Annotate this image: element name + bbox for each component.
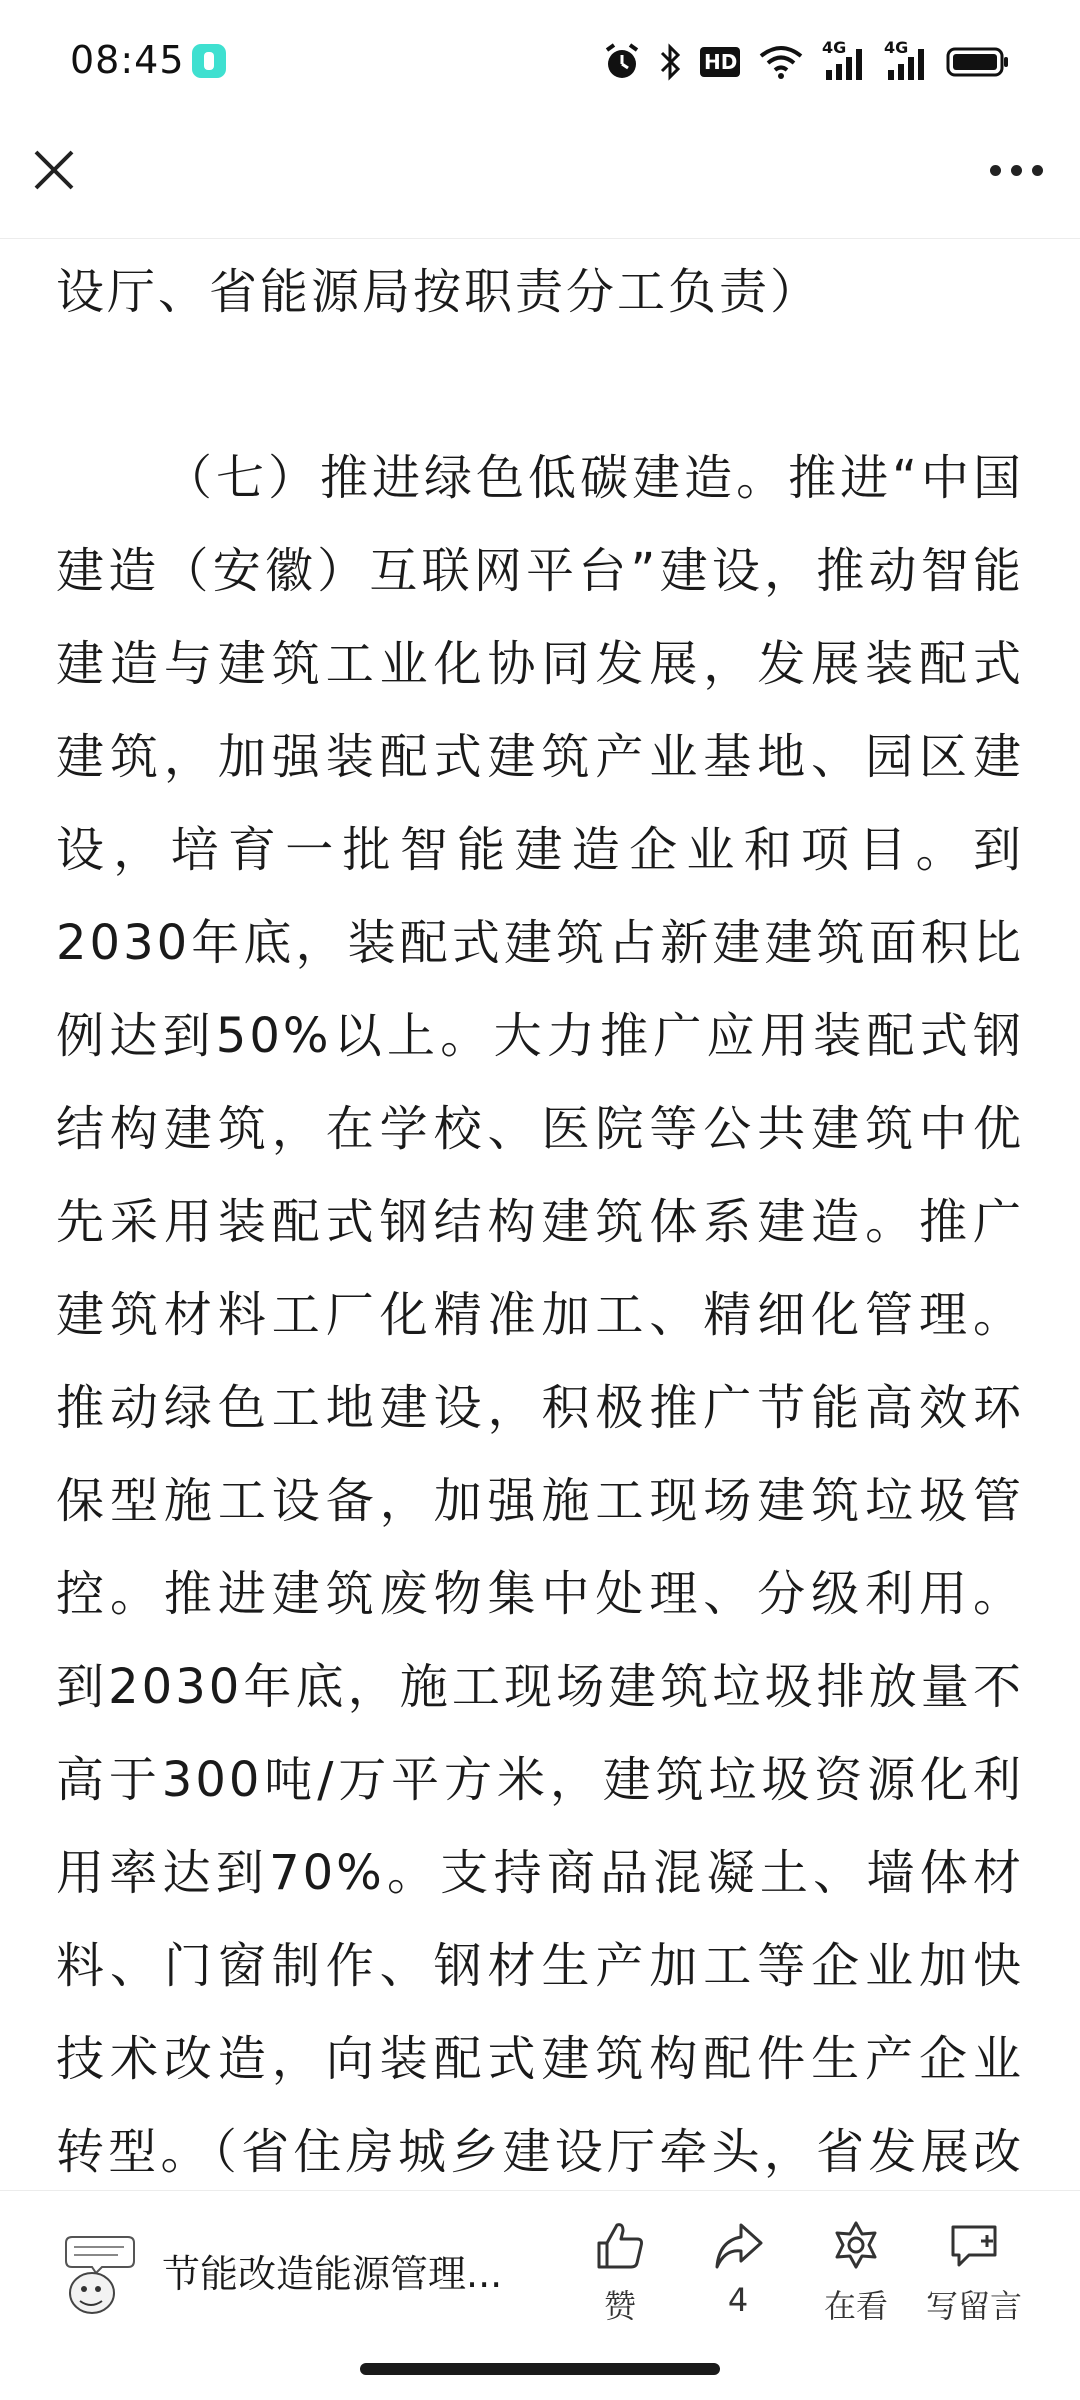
comment-button[interactable] <box>909 2219 1039 2329</box>
more-icon-dot <box>990 165 1001 176</box>
battery-icon <box>946 46 1010 78</box>
account-avatar-icon <box>62 2231 136 2315</box>
like-label: 赞 <box>603 2287 636 2325</box>
article-paragraph-tail: 设厅、省能源局按职责分工负责） <box>56 264 822 320</box>
share-count: 4 <box>727 2281 749 2319</box>
comment-icon <box>947 2219 1001 2273</box>
close-icon <box>32 148 76 192</box>
wow-flower-icon <box>829 2219 883 2273</box>
hd-label: HD <box>704 50 738 74</box>
comment-label: 写留言 <box>925 2287 1022 2325</box>
status-bar <box>0 0 1080 120</box>
cell-signal-1-icon <box>822 38 866 80</box>
cell-signal-1-label: 4G <box>822 38 847 57</box>
status-icons <box>604 40 1010 84</box>
bottom-action-bar <box>0 2190 1080 2400</box>
article-header <box>0 120 1080 239</box>
wifi-icon <box>758 44 804 80</box>
notification-app-icon <box>192 44 226 78</box>
thumbs-up-icon <box>593 2219 647 2273</box>
alarm-icon <box>604 42 640 82</box>
more-icon-dot <box>1032 165 1043 176</box>
home-indicator[interactable] <box>360 2363 720 2375</box>
more-button[interactable] <box>976 140 1056 200</box>
hd-voice-icon <box>700 47 740 77</box>
status-time: 08:45 <box>70 38 185 82</box>
like-button[interactable] <box>555 2219 685 2329</box>
article-body <box>56 246 1024 2186</box>
article-paragraph: （七）推进绿色低碳建造。推进“中国建造（安徽）互联网平台”建设，推动智能建造与建筑工业化协同发展，发展装配式建筑，加强装配式建筑产业基地、园区建设，培育一批智能建造企业和项目。到2030年底，装配式建筑占新建建筑面积比例达到50%以上。大力推广应用装配式钢结构建筑，在学校、医院等公共建筑中优先采用装配式钢结构建筑体系建造。推广建筑材料工厂化精准加工、精细化管理。推动绿色工地建设，积极推广节能高效环保型施工设备，加强施工现场建筑垃圾管控。推进建筑废物集中处理、分级利用。到2030年底，施工现场建筑垃圾排放量不高于300吨/万平方米，建筑垃圾资源化利用率达到70%。支持商品混凝土、墙体材料、门窗制作、钢材生产加工等企业加快技术改造，向装配式建筑构配件生产企业转型。（省住房城乡建设厅牵头，省发展改 <box>56 450 1024 2180</box>
more-icon-dot <box>1011 165 1022 176</box>
cell-signal-2-icon <box>884 38 928 80</box>
share-button[interactable] <box>673 2219 803 2329</box>
account-avatar[interactable] <box>62 2231 136 2315</box>
close-button[interactable] <box>24 140 84 200</box>
account-name[interactable]: 节能改造能源管理... <box>162 2252 503 2296</box>
wow-label: 在看 <box>823 2287 888 2325</box>
share-icon <box>711 2219 765 2273</box>
bluetooth-icon <box>658 43 682 81</box>
cell-signal-2-label: 4G <box>884 38 909 57</box>
wow-button[interactable] <box>791 2219 921 2329</box>
